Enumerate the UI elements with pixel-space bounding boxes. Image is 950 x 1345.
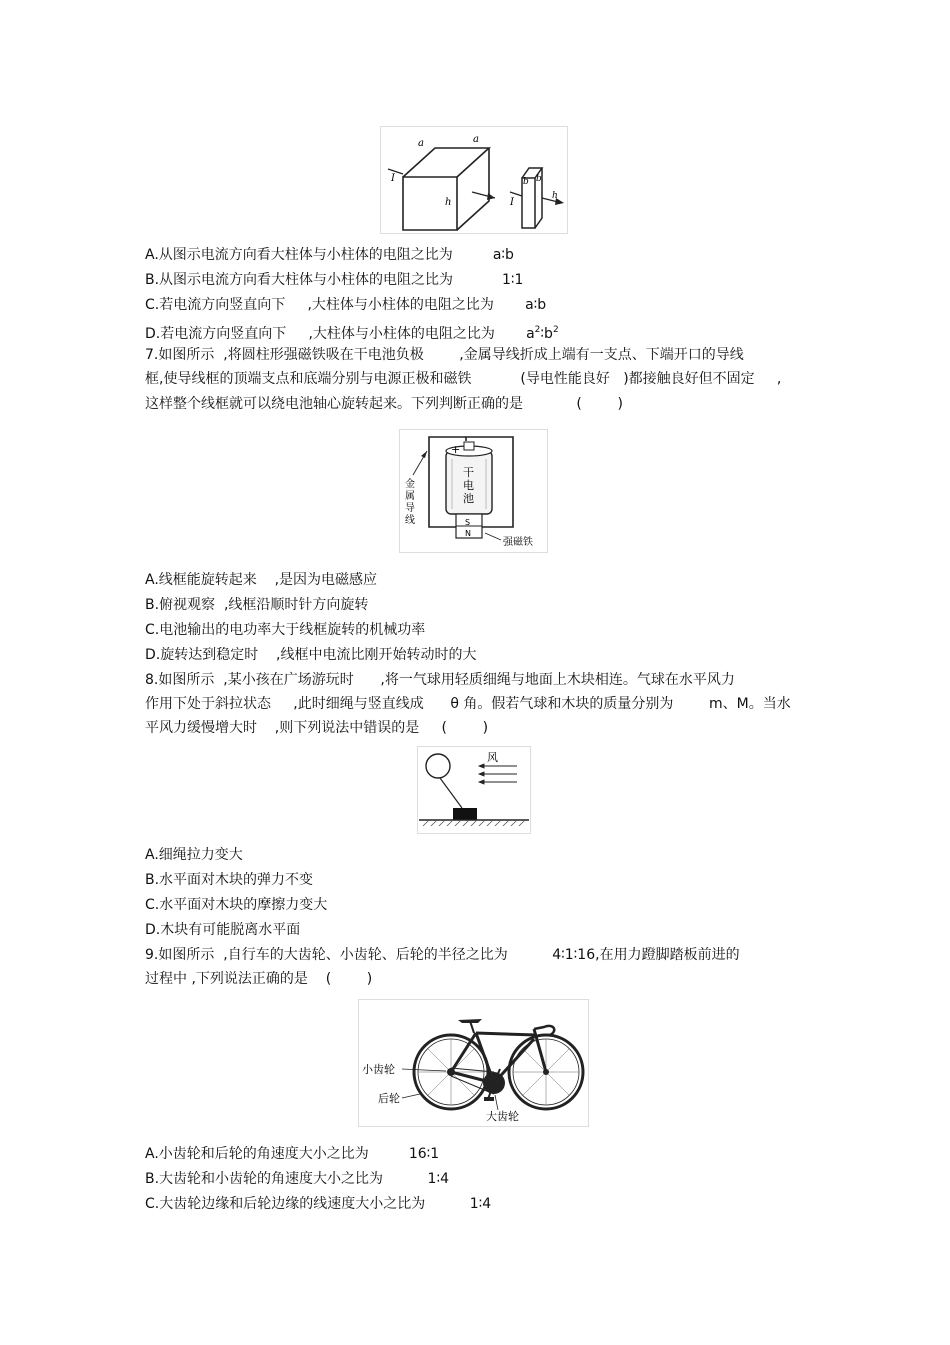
rear-wheel-label: 后轮 — [378, 1092, 400, 1105]
q9-option-c: C.大齿轮边缘和后轮边缘的线速度大小之比为 1∶4 — [145, 1196, 492, 1212]
label-b-1: b — [523, 177, 529, 187]
label-h: h — [445, 197, 452, 208]
battery-char-2: 电 — [463, 479, 474, 492]
q9-option-a: A.小齿轮和后轮的角速度大小之比为 16∶1 — [145, 1146, 440, 1162]
q6-option-d-exp-2: 2 — [552, 325, 559, 335]
big-gear-label: 大齿轮 — [486, 1110, 519, 1123]
balloon-figure — [417, 746, 531, 834]
q8-stem-line-3: 平风力缓慢增大时 ,则下列说法中错误的是 ( ) — [145, 720, 489, 736]
label-I-1: I — [391, 173, 395, 184]
q7-option-b: B.俯视观察 ,线框沿顺时针方向旋转 — [145, 597, 369, 613]
battery-char-3: 池 — [463, 492, 474, 505]
label-h-small: h — [552, 191, 558, 201]
magnet-label: 强磁铁 — [503, 537, 533, 548]
q8-stem-line-1: 8.如图所示 ,某小孩在广场游玩时 ,将一气球用轻质细绳与地面上木块相连。气球在水平风力 — [145, 672, 735, 688]
battery-char-1: 干 — [463, 466, 474, 479]
magnet-s: S — [465, 518, 471, 527]
q7-option-d: D.旋转达到稳定时 ,线框中电流比刚开始转动时的大 — [145, 647, 477, 663]
wind-label: 风 — [487, 751, 498, 764]
q6-option-d-text: D.若电流方向竖直向下 ,大柱体与小柱体的电阻之比为 a — [145, 326, 535, 342]
q8-option-d: D.木块有可能脱离水平面 — [145, 922, 301, 938]
q7-stem-line-1: 7.如图所示 ,将圆柱形强磁铁吸在干电池负极 ,金属导线折成上端有一支点、下端开口的导线 — [145, 347, 744, 363]
q8-stem-line-2: 作用下处于斜拉状态 ,此时细绳与竖直线成 θ 角。假若气球和木块的质量分别为 m、M。当水 — [145, 696, 791, 712]
plus-sign: + — [451, 443, 461, 456]
q9-stem-line-2: 过程中 ,下列说法正确的是 ( ) — [145, 971, 373, 987]
q6-option-d-exp-1: 2 — [534, 325, 541, 335]
magnet-n: N — [465, 529, 471, 538]
label-b-2: b — [536, 174, 542, 184]
wire-label-4: 线 — [405, 515, 415, 526]
label-a-1: a — [418, 138, 424, 149]
q6-option-d — [145, 321, 559, 343]
q6-option-a: A.从图示电流方向看大柱体与小柱体的电阻之比为 a∶b — [145, 247, 514, 263]
q7-option-c: C.电池输出的电功率大于线框旋转的机械功率 — [145, 622, 426, 638]
q8-option-c: C.水平面对木块的摩擦力变大 — [145, 897, 328, 913]
small-gear-label: 小齿轮 — [362, 1063, 395, 1076]
wire-label-1: 金 — [405, 479, 415, 490]
bicycle-figure — [358, 999, 589, 1127]
battery-motor-figure — [399, 429, 548, 553]
q8-option-a: A.细绳拉力变大 — [145, 847, 243, 863]
resistor-cuboids-figure — [380, 126, 568, 234]
q6-option-c: C.若电流方向竖直向下 ,大柱体与小柱体的电阻之比为 a∶b — [145, 297, 547, 313]
q9-option-b: B.大齿轮和小齿轮的角速度大小之比为 1∶4 — [145, 1171, 450, 1187]
label-I-2: I — [510, 197, 514, 208]
label-a-2: a — [473, 134, 479, 145]
q6-option-b: B.从图示电流方向看大柱体与小柱体的电阻之比为 1∶1 — [145, 272, 524, 288]
q6-option-d-mid: ∶b — [540, 326, 553, 342]
q8-option-b: B.水平面对木块的弹力不变 — [145, 872, 314, 888]
q7-stem-line-2: 框,使导线框的顶端支点和底端分别与电源正极和磁铁 (导电性能良好 )都接触良好但不固定 , — [145, 371, 782, 387]
q7-option-a: A.线框能旋转起来 ,是因为电磁感应 — [145, 572, 378, 588]
wire-label-2: 属 — [405, 491, 415, 502]
q7-stem-line-3: 这样整个线框就可以绕电池轴心旋转起来。下列判断正确的是 ( ) — [145, 396, 623, 412]
q9-stem-line-1: 9.如图所示 ,自行车的大齿轮、小齿轮、后轮的半径之比为 4∶1∶16,在用力蹬脚踏板前进的 — [145, 947, 740, 963]
wire-label-3: 导 — [405, 503, 415, 514]
